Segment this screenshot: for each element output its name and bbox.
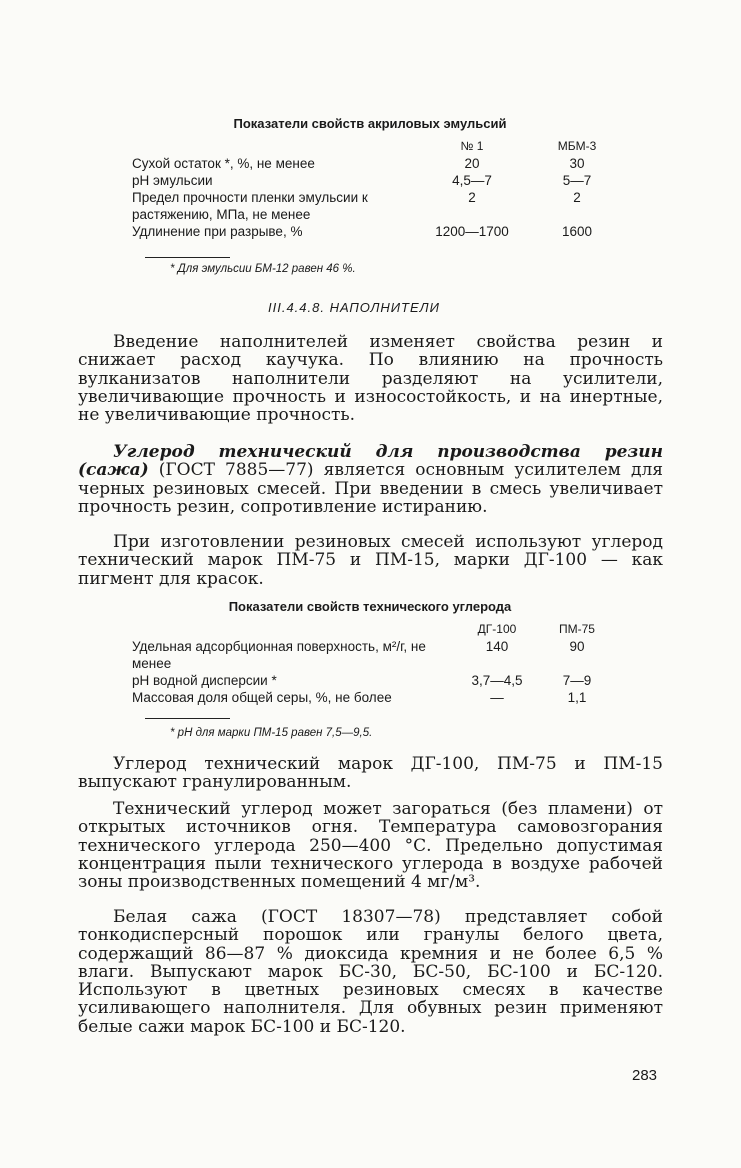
- row-label: Удлинение при разрыве, %: [132, 224, 303, 239]
- table-row: [132, 672, 602, 689]
- table2-col2-header: ПМ-75: [559, 622, 595, 636]
- paragraph-carbon-grades: При изготовлении резиновых смесей используют углерод технический марок ПМ-75 и ПМ-15, марки ДГ-100 — как пигмент для красок.: [78, 532, 663, 589]
- row-label: Удельная адсорбционная поверхность, м²/г, не менее: [132, 639, 426, 671]
- paragraph-fillers-intro: Введение наполнителей изменяет свойства резин и снижает расход каучука. По влиянию на прочность вулканизатов наполнители разделяют на усилители, увеличивающие прочность и износостойкость, и на инертные, не увеличивающие прочность.: [78, 332, 663, 426]
- table-row: [132, 223, 602, 240]
- row-value-1: 140: [485, 639, 509, 654]
- row-value-2: 30: [569, 156, 585, 171]
- row-value-1: 1200—1700: [435, 224, 509, 239]
- footnote-rule: [145, 257, 230, 258]
- table-row: [132, 189, 602, 223]
- row-value-2: 2: [573, 190, 581, 205]
- table1-caption: Показатели свойств акриловых эмульсий: [233, 116, 507, 131]
- paragraph-carbon-black: [78, 443, 663, 516]
- table1: [132, 138, 602, 240]
- row-value-1: 4,5—7: [452, 173, 492, 188]
- table2: [132, 621, 602, 706]
- row-value-2: 1600: [561, 224, 593, 239]
- row-value-2: 1,1: [567, 690, 587, 705]
- paragraph-white-soot: Белая сажа (ГОСТ 18307—78) представляет собой тонкодисперсный порошок или гранулы белого цвета, содержащий 86—87 % диоксида кремния и не более 6,5 % влаги. Выпускают марок БС-30, БС-50, БС-100 и БС-120. Используют в цветных резиновых смесях в качестве усиливающего наполнителя. Для обувных резин применяют белые сажи марок БС-100 и БС-120.: [78, 907, 663, 1037]
- table-row: [132, 172, 602, 189]
- table1-col1-header: № 1: [460, 139, 484, 153]
- table1-footnote: * Для эмульсии БМ-12 равен 46 %.: [170, 263, 356, 275]
- row-label: Массовая доля общей серы, %, не более: [132, 690, 392, 705]
- table1-col2-header: МБМ-3: [557, 139, 597, 153]
- table2-header: [132, 621, 602, 638]
- row-value-1: 3,7—4,5: [471, 673, 523, 688]
- page-number: 283: [632, 1067, 658, 1084]
- row-label: Предел прочности пленки эмульсии к растяжению, МПа, не менее: [132, 190, 368, 222]
- table-row: [132, 638, 602, 672]
- table1-header: [132, 138, 602, 155]
- paragraph-fire-hazard: Технический углерод может загораться (без пламени) от открытых источников огня. Температура самовозгорания технического углерода 250—400 °С. Предельно допустимая концентрация пыли технического углерода в воздухе рабочей зоны производственных помещений 4 мг/м³.: [78, 799, 663, 893]
- paragraph-carbon-black-text: (ГОСТ 7885—77) является основным усилителем для черных резиновых смесей. При введении в смесь увеличивает прочность резин, сопротивление истиранию.: [78, 460, 663, 517]
- table2-footnote: * pH для марки ПМ-15 равен 7,5—9,5.: [170, 727, 373, 739]
- table-row: [132, 155, 602, 172]
- row-value-1: —: [490, 690, 504, 705]
- footnote-rule: [145, 718, 230, 719]
- row-label: pH водной дисперсии *: [132, 673, 277, 688]
- row-label: pH эмульсии: [132, 173, 213, 188]
- table-row: [132, 689, 602, 706]
- row-value-1: 20: [464, 156, 480, 171]
- row-value-2: 7—9: [562, 673, 592, 688]
- term-carbon-black: Углерод технический для производства резин (сажа): [78, 442, 663, 481]
- table2-col1-header: ДГ-100: [477, 622, 517, 636]
- row-label: Сухой остаток *, %, не менее: [132, 156, 315, 171]
- row-value-2: 90: [569, 639, 585, 654]
- table2-caption: Показатели свойств технического углерода: [228, 599, 512, 614]
- section-heading: III.4.4.8. НАПОЛНИТЕЛИ: [268, 300, 440, 315]
- paragraph-granulated: Углерод технический марок ДГ-100, ПМ-75 и ПМ-15 выпускают гранулированным.: [78, 754, 663, 793]
- row-value-2: 5—7: [562, 173, 592, 188]
- row-value-1: 2: [468, 190, 476, 205]
